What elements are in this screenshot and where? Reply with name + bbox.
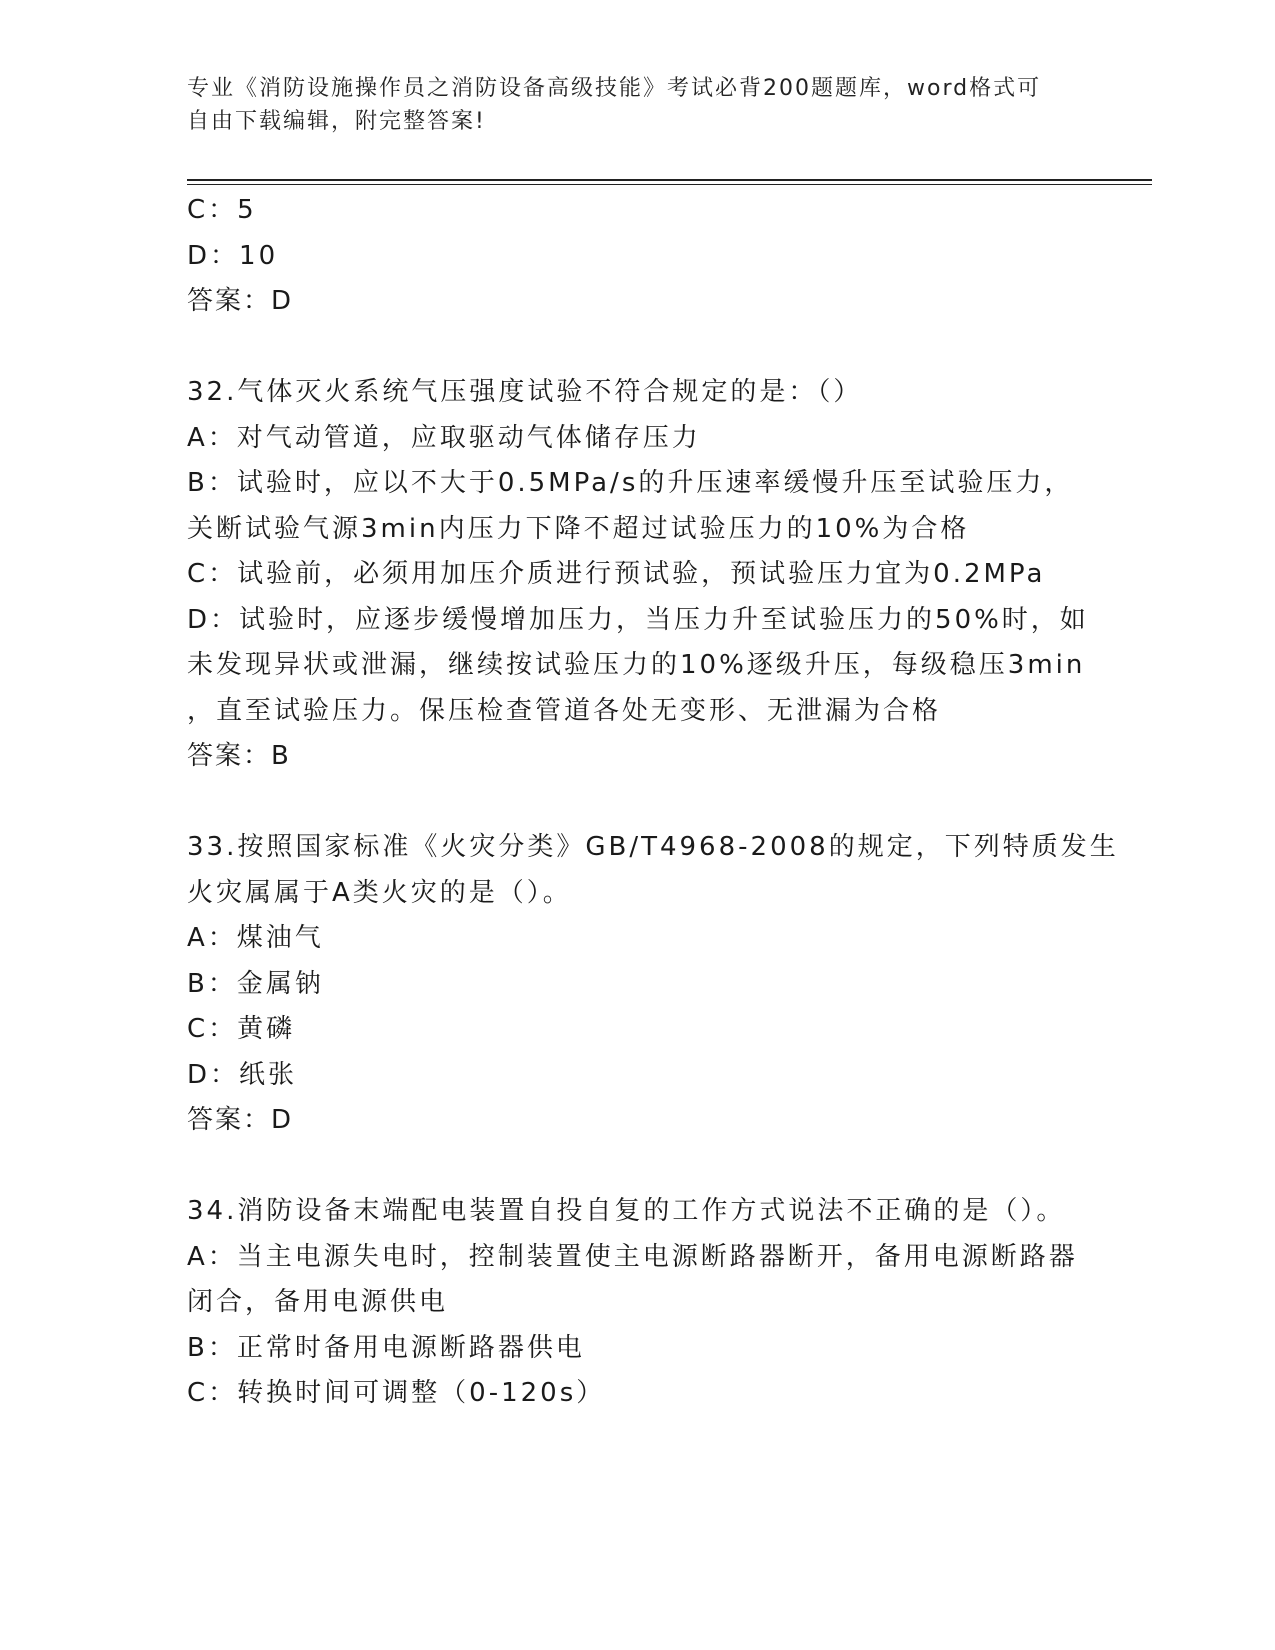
document-body: [187, 188, 1119, 1417]
question-stem: 33.按照国家标准《火灾分类》GB/T4968-2008的规定，下列特质发生: [187, 832, 1119, 862]
page-header: [187, 72, 1067, 138]
question-stem-continued: 火灾属属于A类火灾的是（）。: [187, 877, 572, 908]
header-line-1: 专业《消防设施操作员之消防设备高级技能》考试必背200题题库，word格式可: [187, 76, 1042, 101]
option-a: A：对气动管道，应取驱动气体储存压力: [187, 422, 701, 453]
header-line-2: 自由下载编辑，附完整答案!: [187, 109, 486, 134]
option-a: A：当主电源失电时，控制装置使主电源断路器断开，备用电源断路器: [187, 1241, 1078, 1272]
option-c: C：5: [187, 195, 257, 225]
question-stem: 34.消防设备末端配电装置自投自复的工作方式说法不正确的是（）。: [187, 1196, 1066, 1226]
option-b: B：试验时，应以不大于0.5MPa/s的升压速率缓慢升压至试验压力，: [187, 468, 1074, 498]
answer-line: 答案：D: [187, 1105, 294, 1135]
spacer: [187, 780, 1087, 826]
option-c: C：试验前，必须用加压介质进行预试验，预试验压力宜为0.2MPa: [187, 559, 1046, 589]
option-d-continued-2: ，直至试验压力。保压检查管道各处无变形、无泄漏为合格: [187, 695, 942, 726]
question-stem: 32.气体灭火系统气压强度试验不符合规定的是：（）: [187, 377, 863, 407]
header-rule-thick: [187, 179, 1152, 181]
option-a: A：煤油气: [187, 923, 324, 953]
option-a-continued: 闭合，备用电源供电: [187, 1287, 449, 1317]
option-d-continued: 未发现异状或泄漏，继续按试验压力的10%逐级升压，每级稳压3min: [187, 650, 1086, 680]
option-b-continued: 关断试验气源3min内压力下降不超过试验压力的10%为合格: [187, 513, 970, 544]
option-c: C：黄磷: [187, 1014, 296, 1044]
option-c: C：转换时间可调整（0-120s）: [187, 1378, 606, 1408]
spacer: [187, 325, 1087, 371]
option-d: D：纸张: [187, 1059, 298, 1090]
option-d: D：10: [187, 240, 279, 271]
option-d: D：试验时，应逐步缓慢增加压力，当压力升至试验压力的50%时，如: [187, 604, 1089, 635]
option-b: B：金属钠: [187, 968, 324, 999]
answer-line: 答案：D: [187, 286, 294, 316]
question-33: [187, 825, 1119, 1144]
spacer: [187, 1144, 1087, 1190]
prev-question: [187, 188, 1087, 325]
option-b: B：正常时备用电源断路器供电: [187, 1332, 585, 1363]
question-32: [187, 370, 1087, 780]
header-rule-thin: [187, 184, 1152, 185]
answer-line: 答案：B: [187, 741, 291, 771]
question-34: [187, 1189, 1087, 1417]
